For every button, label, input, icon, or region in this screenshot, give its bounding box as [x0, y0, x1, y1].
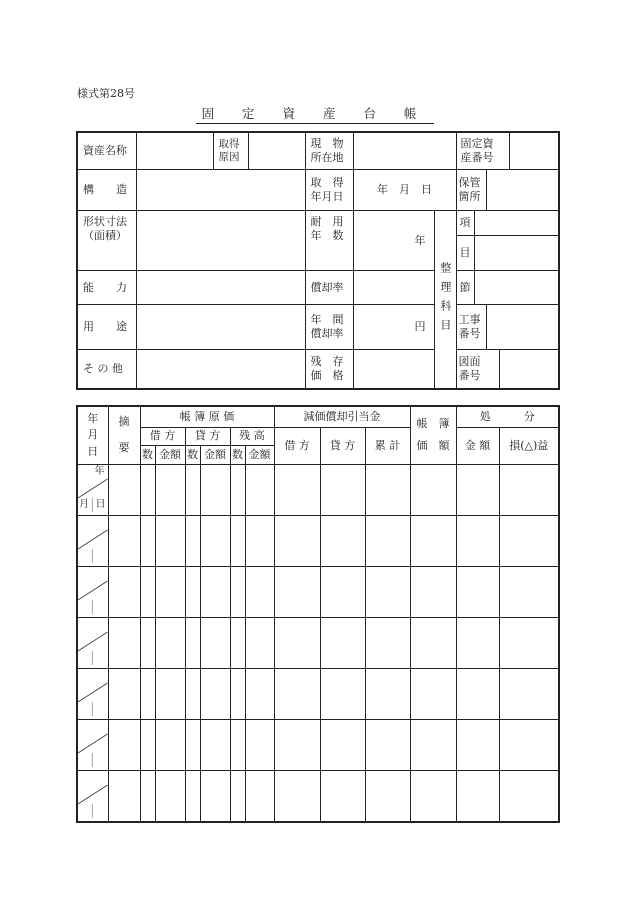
ledger-cell[interactable]	[140, 464, 155, 515]
label-acq-reason: 取得 原因	[213, 132, 248, 170]
ledger-cell[interactable]	[365, 770, 410, 822]
table-row	[77, 464, 559, 515]
ledger-cell[interactable]	[185, 770, 200, 822]
ledger-cell[interactable]	[108, 464, 140, 515]
label-residual: 残 存 価 格	[305, 350, 353, 390]
field-asset-name[interactable]	[136, 132, 213, 170]
ledger-cell[interactable]	[140, 770, 155, 822]
ledger-cell[interactable]	[108, 668, 140, 719]
ledger-cell[interactable]	[108, 770, 140, 822]
ledger-cell[interactable]	[274, 719, 320, 770]
table-row	[77, 617, 559, 668]
header-bc-credit: 貸 方	[185, 427, 230, 445]
field-row-date[interactable]	[77, 617, 108, 668]
label-moku: 目	[456, 236, 474, 271]
field-row-date[interactable]	[77, 464, 108, 515]
ledger-cell[interactable]	[456, 464, 499, 515]
field-capacity[interactable]	[136, 271, 305, 305]
ledger-cell[interactable]	[410, 566, 456, 617]
ledger-cell[interactable]	[140, 719, 155, 770]
header-summary: 摘要	[108, 406, 140, 464]
field-row-date[interactable]	[77, 566, 108, 617]
field-other[interactable]	[136, 350, 305, 390]
ledger-cell[interactable]	[155, 617, 185, 668]
ledger-cell[interactable]	[274, 617, 320, 668]
ledger-cell[interactable]	[155, 566, 185, 617]
header-date: 年月日	[77, 406, 108, 464]
ledger-cell[interactable]	[320, 668, 365, 719]
ledger-cell[interactable]	[200, 719, 230, 770]
ledger-cell[interactable]	[456, 719, 499, 770]
label-account: 整理科目	[434, 211, 456, 390]
header-amount: 金額	[155, 445, 185, 464]
ledger-cell[interactable]	[245, 668, 274, 719]
ledger-cell[interactable]	[245, 464, 274, 515]
label-shape: 形状寸法 （面積）	[77, 211, 136, 271]
ledger-cell[interactable]	[245, 566, 274, 617]
row-day-label: 日	[95, 499, 106, 510]
ledger-cell[interactable]	[200, 566, 230, 617]
header-gain-loss: 損(△)益	[499, 427, 559, 464]
ledger-cell[interactable]	[456, 770, 499, 822]
ledger-cell[interactable]	[410, 515, 456, 566]
header-depreciation: 減価償却引当金	[274, 406, 410, 427]
label-asset-number: 固定資 産番号	[457, 133, 510, 169]
ledger-cell[interactable]	[499, 770, 559, 822]
ledger-cell[interactable]	[456, 566, 499, 617]
ledger-cell[interactable]	[245, 719, 274, 770]
ledger-cell[interactable]	[410, 770, 456, 822]
ledger-cell[interactable]	[410, 464, 456, 515]
ledger-cell[interactable]	[140, 566, 155, 617]
ledger-cell[interactable]	[320, 770, 365, 822]
field-moku[interactable]	[474, 236, 559, 271]
header-disp-amount: 金 額	[456, 427, 499, 464]
ledger-cell[interactable]	[320, 464, 365, 515]
field-depr-rate[interactable]	[353, 271, 434, 305]
ledger-cell[interactable]	[155, 464, 185, 515]
ledger-cell[interactable]	[230, 515, 245, 566]
field-acq-reason[interactable]	[248, 132, 305, 170]
field-drawing-number[interactable]	[500, 350, 559, 388]
ledger-cell[interactable]	[185, 668, 200, 719]
label-asset-name: 資産名称	[77, 132, 136, 170]
ledger-cell[interactable]	[365, 668, 410, 719]
ledger-cell[interactable]	[230, 566, 245, 617]
field-row-date[interactable]	[77, 719, 108, 770]
label-annual-depr: 年 間 償却率	[305, 305, 353, 350]
header-bc-balance: 残 高	[230, 427, 274, 445]
field-annual-depr[interactable]: 円	[353, 305, 434, 350]
ledger-cell[interactable]	[140, 668, 155, 719]
ledger-cell[interactable]	[200, 617, 230, 668]
field-row-date[interactable]	[77, 668, 108, 719]
ledger-cell[interactable]	[140, 515, 155, 566]
ledger-cell[interactable]	[230, 770, 245, 822]
ledger-cell[interactable]	[456, 668, 499, 719]
ledger-cell[interactable]	[108, 617, 140, 668]
ledger-cell[interactable]	[499, 617, 559, 668]
ledger-cell[interactable]	[274, 770, 320, 822]
field-acq-date[interactable]: 年 月 日	[353, 170, 456, 211]
label-work-number: 工事 番号	[457, 305, 487, 349]
ledger-cell[interactable]	[456, 515, 499, 566]
ledger-cell[interactable]	[365, 464, 410, 515]
ledger-cell[interactable]	[185, 566, 200, 617]
label-location: 現 物 所在地	[305, 132, 353, 170]
ledger-cell[interactable]	[155, 719, 185, 770]
ledger-cell[interactable]	[230, 464, 245, 515]
ledger-cell[interactable]	[320, 617, 365, 668]
table-row	[77, 770, 559, 822]
ledger-cell[interactable]	[245, 515, 274, 566]
ledger-cell[interactable]	[108, 515, 140, 566]
ledger-cell[interactable]	[185, 464, 200, 515]
label-setsu: 節	[456, 271, 474, 305]
ledger-cell[interactable]	[245, 617, 274, 668]
label-depr-rate: 償却率	[305, 271, 353, 305]
label-structure: 構 造	[77, 170, 136, 211]
header-dp-debit: 借 方	[274, 427, 320, 464]
ledger-cell[interactable]	[365, 617, 410, 668]
table-row	[77, 515, 559, 566]
field-structure[interactable]	[136, 170, 305, 211]
ledger-cell[interactable]	[410, 617, 456, 668]
field-kou[interactable]	[474, 211, 559, 236]
ledger-cell[interactable]	[274, 566, 320, 617]
field-row-date[interactable]	[77, 770, 108, 822]
header-qty: 数	[230, 445, 245, 464]
field-row-date[interactable]	[77, 515, 108, 566]
ledger-cell[interactable]	[200, 515, 230, 566]
ledger-cell[interactable]	[185, 515, 200, 566]
ledger-cell[interactable]	[155, 515, 185, 566]
ledger-cell[interactable]	[230, 719, 245, 770]
row-year-label: 年	[94, 465, 105, 477]
ledger-cell[interactable]	[320, 719, 365, 770]
ledger-cell[interactable]	[230, 617, 245, 668]
field-setsu[interactable]	[474, 271, 559, 305]
field-usage[interactable]	[136, 305, 305, 350]
ledger-cell[interactable]	[499, 668, 559, 719]
label-kou: 項	[456, 211, 474, 236]
header-dp-credit: 貸 方	[320, 427, 365, 464]
field-work-number[interactable]	[487, 305, 559, 349]
ledger-cell[interactable]	[155, 668, 185, 719]
ledger-cell[interactable]	[410, 668, 456, 719]
ledger-cell[interactable]	[365, 515, 410, 566]
ledger-table	[76, 405, 560, 823]
header-amount: 金額	[245, 445, 274, 464]
row-month-label: 月	[79, 499, 89, 510]
field-useful-life[interactable]: 年	[353, 211, 434, 271]
ledger-cell[interactable]	[274, 668, 320, 719]
ledger-cell[interactable]	[185, 719, 200, 770]
ledger-cell[interactable]	[456, 617, 499, 668]
ledger-cell[interactable]	[274, 515, 320, 566]
ledger-cell[interactable]	[155, 770, 185, 822]
field-asset-number[interactable]	[510, 133, 559, 169]
field-storage[interactable]	[487, 170, 559, 210]
page-title: 固 定 資 産 台 帳	[196, 104, 435, 124]
ledger-cell[interactable]	[365, 566, 410, 617]
ledger-cell[interactable]	[185, 617, 200, 668]
ledger-cell[interactable]	[140, 617, 155, 668]
header-qty: 数	[140, 445, 155, 464]
header-disposal: 処 分	[456, 406, 559, 427]
ledger-cell[interactable]	[499, 566, 559, 617]
ledger-cell[interactable]	[245, 770, 274, 822]
field-residual[interactable]	[353, 350, 434, 390]
field-location[interactable]	[353, 132, 456, 170]
label-useful-life: 耐 用 年 数	[305, 211, 353, 271]
ledger-cell[interactable]	[320, 515, 365, 566]
ledger-cell[interactable]	[499, 464, 559, 515]
header-bc-debit: 借 方	[140, 427, 185, 445]
table-row	[77, 668, 559, 719]
label-drawing-number: 図面 番号	[457, 350, 500, 388]
ledger-cell[interactable]	[320, 566, 365, 617]
ledger-cell[interactable]	[499, 719, 559, 770]
header-dp-total: 累 計	[365, 427, 410, 464]
label-storage: 保管 箇所	[457, 170, 487, 210]
table-row	[77, 719, 559, 770]
header-qty: 数	[185, 445, 200, 464]
ledger-cell[interactable]	[108, 566, 140, 617]
ledger-cell[interactable]	[200, 668, 230, 719]
header-book-cost: 帳 簿 原 価	[140, 406, 274, 427]
label-usage: 用 途	[77, 305, 136, 350]
ledger-cell[interactable]	[230, 668, 245, 719]
ledger-cell[interactable]	[274, 464, 320, 515]
ledger-cell[interactable]	[365, 719, 410, 770]
label-acq-date: 取 得 年月日	[305, 170, 353, 211]
header-amount: 金額	[200, 445, 230, 464]
label-capacity: 能 力	[77, 271, 136, 305]
field-shape[interactable]	[136, 211, 305, 271]
form-number: 様式第28号	[77, 87, 135, 100]
header-book-value: 帳 簿 価 額	[410, 406, 456, 464]
ledger-cell[interactable]	[200, 770, 230, 822]
table-row	[77, 566, 559, 617]
ledger-cell[interactable]	[200, 464, 230, 515]
asset-info-table	[76, 131, 560, 390]
ledger-cell[interactable]	[499, 515, 559, 566]
label-other: そ の 他	[77, 350, 136, 390]
ledger-cell[interactable]	[410, 719, 456, 770]
ledger-cell[interactable]	[108, 719, 140, 770]
